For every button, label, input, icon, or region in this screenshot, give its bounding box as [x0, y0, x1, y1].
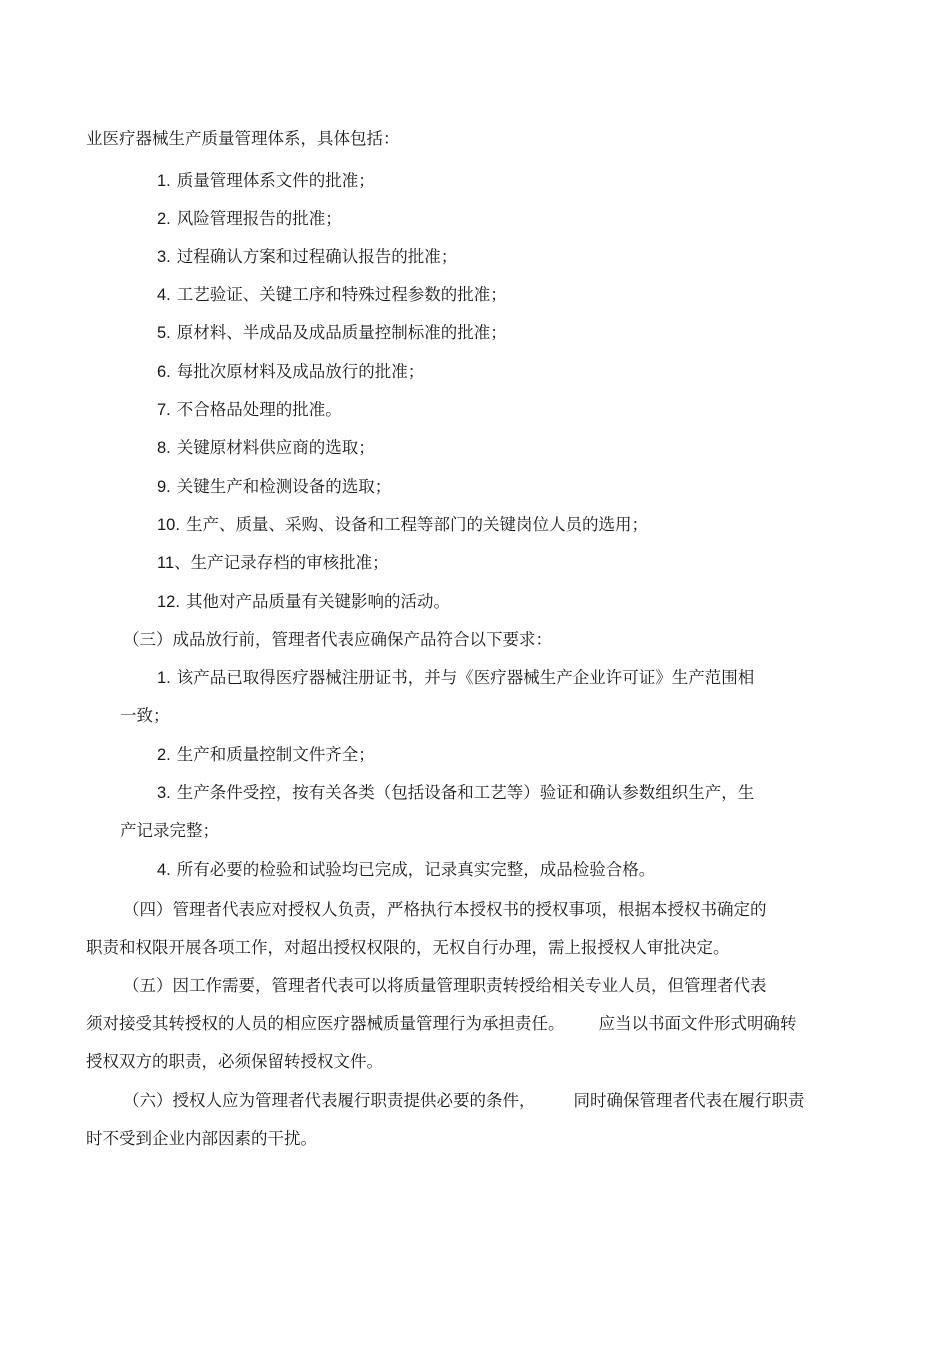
item-text: 其他对产品质量有关键影响的活动。	[185, 592, 450, 611]
item-text: 生产记录存档的审核批准；	[190, 553, 389, 572]
paragraph-line: 时不受到企业内部因素的干扰。	[86, 1129, 317, 1148]
item-number: 4.	[157, 861, 171, 879]
paragraph-line: 授权双方的职责，必须保留转授权文件。	[86, 1052, 383, 1071]
item-text: 质量管理体系文件的批准；	[176, 171, 375, 190]
item-text: 该产品已取得医疗器械注册证书，并与《医疗器械生产企业许可证》生产范围相	[176, 668, 755, 687]
paragraph-line: （四）管理者代表应对授权人负责，严格执行本授权书的授权事项，根据本授权书确定的	[123, 900, 767, 919]
item-number: 2.	[157, 746, 171, 764]
item-number: 3.	[157, 248, 171, 266]
item-number: 11、	[157, 554, 191, 572]
item-number: 10.	[157, 516, 180, 534]
item-number: 9.	[157, 478, 171, 496]
item-text: 所有必要的检验和试验均已完成，记录真实完整，成品检验合格。	[176, 860, 656, 879]
paragraph-segment: 应当以书面文件形式明确转	[598, 1014, 797, 1033]
list-item	[157, 285, 507, 305]
list-item	[157, 860, 655, 880]
item-continuation: 产记录完整；	[120, 821, 219, 840]
item-number: 1.	[157, 669, 171, 687]
item-text: 原材料、半成品及成品质量控制标准的批准；	[176, 323, 507, 342]
item-text: 风险管理报告的批准；	[176, 209, 342, 228]
item-number: 6.	[157, 363, 171, 381]
item-number: 2.	[157, 210, 171, 228]
item-text: 工艺验证、关键工序和特殊过程参数的批准；	[176, 285, 507, 304]
paragraph-line: （五）因工作需要，管理者代表可以将质量管理职责转授给相关专业人员，但管理者代表	[123, 976, 767, 995]
item-text: 生产、质量、采购、设备和工程等部门的关键岗位人员的选用；	[185, 515, 648, 534]
list-item	[157, 323, 507, 343]
item-number: 12.	[157, 593, 180, 611]
paragraph-segment: 同时确保管理者代表在履行职责	[573, 1091, 805, 1110]
item-number: 7.	[157, 401, 171, 419]
list-item	[157, 783, 754, 803]
list-item	[157, 592, 450, 612]
item-number: 3.	[157, 784, 171, 802]
item-text: 生产和质量控制文件齐全；	[176, 745, 375, 764]
item-text: 过程确认方案和过程确认报告的批准；	[176, 247, 458, 266]
section-heading: （三）成品放行前，管理者代表应确保产品符合以下要求：	[123, 630, 552, 649]
item-text: 生产条件受控，按有关各类（包括设备和工艺等）验证和确认参数组织生产，生	[176, 783, 755, 802]
intro-text: 业医疗器械生产质量管理体系，具体包括：	[86, 129, 400, 148]
item-number: 5.	[157, 324, 171, 342]
list-item	[157, 247, 457, 267]
list-item	[157, 171, 375, 191]
list-item	[157, 362, 424, 382]
item-number: 8.	[157, 439, 171, 457]
list-item	[157, 438, 375, 458]
list-item	[157, 668, 754, 688]
item-continuation: 一致；	[120, 706, 170, 725]
list-item	[157, 400, 342, 420]
item-number: 1.	[157, 172, 171, 190]
paragraph-line	[86, 1014, 797, 1034]
item-text: 关键生产和检测设备的选取；	[176, 477, 392, 496]
list-item	[157, 209, 342, 229]
paragraph-line	[123, 1091, 805, 1111]
paragraph-segment: （六）授权人应为管理者代表履行职责提供必要的条件，	[123, 1091, 536, 1110]
list-item	[157, 745, 375, 765]
paragraph-segment: 须对接受其转授权的人员的相应医疗器械质量管理行为承担责任。	[86, 1014, 565, 1033]
list-item	[157, 477, 391, 497]
item-text: 关键原材料供应商的选取；	[176, 438, 375, 457]
item-text: 不合格品处理的批准。	[176, 400, 342, 419]
paragraph-line: 职责和权限开展各项工作，对超出授权权限的，无权自行办理，需上报授权人审批决定。	[86, 938, 730, 957]
list-item	[157, 515, 648, 535]
list-item	[157, 553, 389, 573]
item-number: 4.	[157, 286, 171, 304]
item-text: 每批次原材料及成品放行的批准；	[176, 362, 425, 381]
